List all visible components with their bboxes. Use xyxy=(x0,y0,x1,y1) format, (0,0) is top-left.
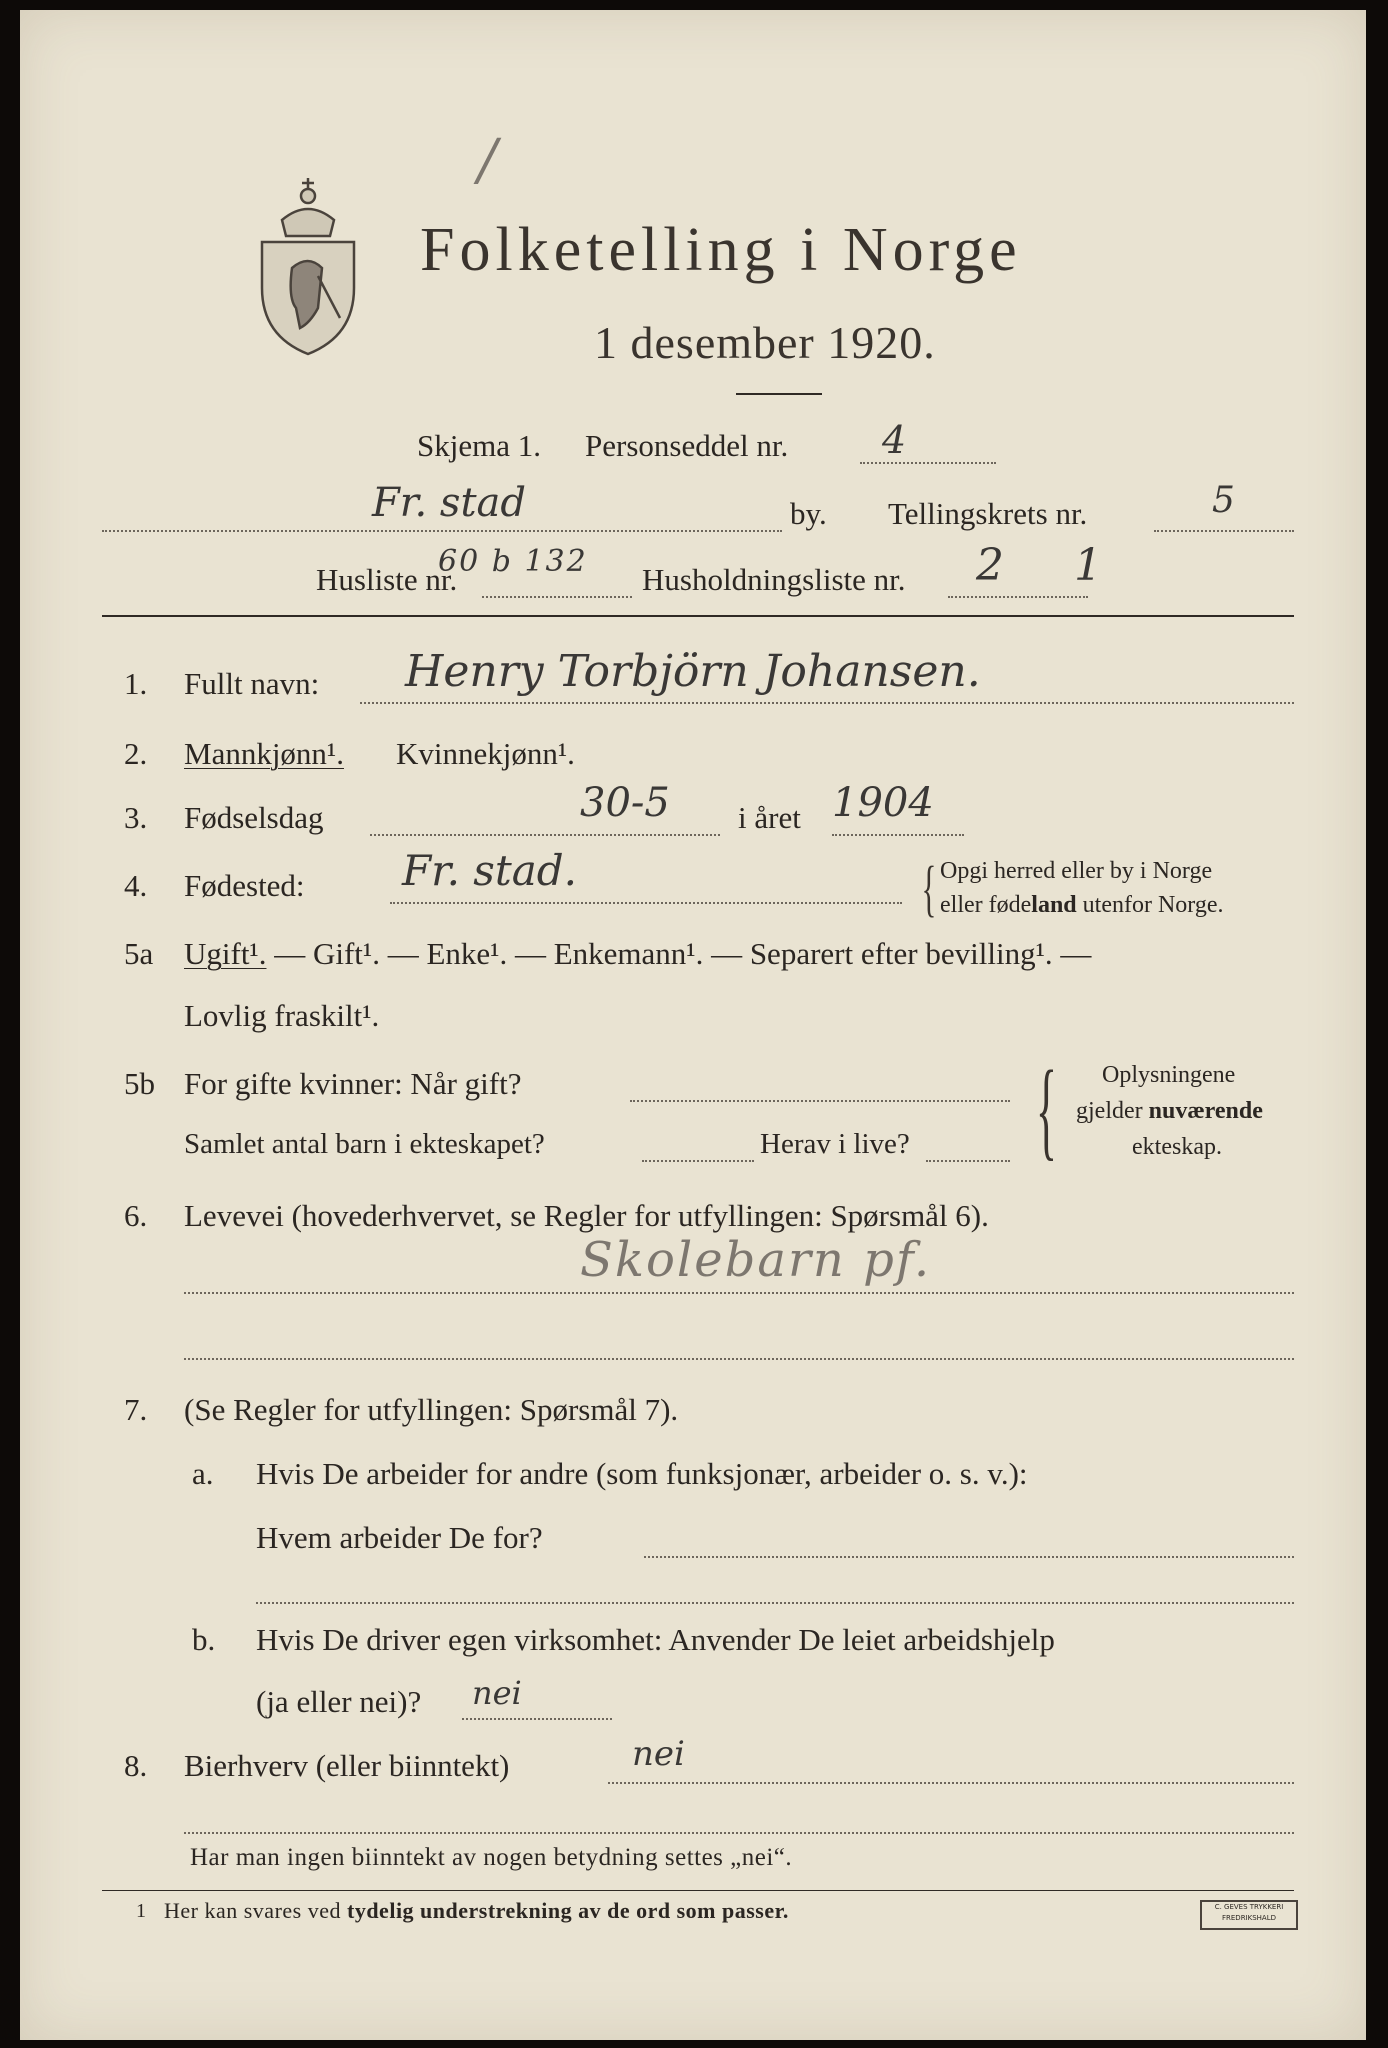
q7b-question: (ja eller nei)? xyxy=(256,1684,422,1719)
q4-note-2-bold: land xyxy=(1031,892,1077,918)
tellingskrets-value: 5 xyxy=(1212,480,1235,521)
skjema-label: Skjema 1. xyxy=(417,428,541,463)
tellingskrets-line xyxy=(1154,530,1294,532)
q4-label: Fødested: xyxy=(184,868,305,903)
q7b-letter: b. xyxy=(192,1622,216,1657)
q7a-line-1 xyxy=(644,1556,1294,1558)
tellingskrets-label: Tellingskrets nr. xyxy=(888,496,1088,531)
q5a-options: — Gift¹. — Enke¹. — Enkemann¹. — Separert efter bevilling¹. — xyxy=(266,936,1092,971)
q5b-line-3 xyxy=(926,1160,1010,1162)
q8-line-1 xyxy=(608,1782,1294,1784)
q1-label: Fullt navn: xyxy=(184,666,320,701)
q7a-letter: a. xyxy=(192,1456,214,1491)
q5b-note-1: Oplysningene xyxy=(1102,1062,1236,1088)
husliste-value: 60 b 132 xyxy=(438,544,588,579)
q1-line xyxy=(360,702,1294,704)
q3-year-line xyxy=(832,834,964,836)
husliste-label: Husliste nr. xyxy=(316,562,458,597)
q8-line-2 xyxy=(184,1832,1294,1834)
q7-label: (Se Regler for utfyllingen: Spørsmål 7). xyxy=(184,1392,679,1427)
q8-number: 8. xyxy=(124,1748,148,1783)
personseddel-label: Personseddel nr. xyxy=(585,428,789,463)
q1-value: Henry Torbjörn Johansen. xyxy=(405,646,981,697)
q3-aaret: i året xyxy=(738,800,801,835)
q8-label: Bierhverv (eller biinntekt) xyxy=(184,1748,510,1783)
q7b-text: Hvis De driver egen virksomhet: Anvender De leiet arbeidshjelp xyxy=(256,1622,1055,1657)
q5b-note-2-pre: gjelder xyxy=(1076,1098,1149,1124)
q4-brace: { xyxy=(921,855,937,923)
q5b-line-2 xyxy=(642,1160,754,1162)
footnote-pre: Her kan svares ved xyxy=(164,1898,347,1923)
q5b-brace: { xyxy=(1035,1048,1057,1170)
footnote-number: 1 xyxy=(136,1900,146,1922)
q7b-value: nei xyxy=(472,1674,522,1712)
printer-stamp: C. GEVES TRYKKERI FREDRIKSHALD xyxy=(1200,1900,1298,1930)
q5a-number: 5a xyxy=(124,936,154,971)
q4-number: 4. xyxy=(124,868,148,903)
q6-label: Levevei (hovederhvervet, se Regler for utfyllingen: Spørsmål 6). xyxy=(184,1198,989,1233)
q7a-question: Hvem arbeider De for? xyxy=(256,1520,543,1555)
husliste-line xyxy=(482,596,632,598)
husholdning-label: Husholdningsliste nr. xyxy=(642,562,906,597)
by-value: Fr. stad xyxy=(372,480,526,526)
q5b-note-3: ekteskap. xyxy=(1132,1134,1222,1160)
q5b-note-2-bold: nuværende xyxy=(1148,1098,1263,1124)
q2-mann: Mannkjønn¹. xyxy=(184,736,344,771)
footer-rule xyxy=(102,1890,1294,1891)
q5a-line2: Lovlig fraskilt¹. xyxy=(184,998,380,1033)
footer-note: Har man ingen biinntekt av nogen betydning settes „nei“. xyxy=(190,1844,793,1871)
header-rule xyxy=(102,615,1294,617)
form-title: Folketelling i Norge xyxy=(420,216,1022,284)
personseddel-line xyxy=(860,462,996,464)
q4-note-2-post: utenfor Norge. xyxy=(1076,892,1224,918)
q4-note-2-pre: eller føde xyxy=(940,892,1032,918)
q7-number: 7. xyxy=(124,1392,148,1427)
norway-coat-of-arms-icon xyxy=(252,158,364,363)
q3-year: 1904 xyxy=(832,780,934,826)
footnote-bold: tydelig understrekning av de ord som passer. xyxy=(347,1898,789,1923)
husholdning-line xyxy=(948,596,1088,598)
q6-number: 6. xyxy=(124,1198,148,1233)
q6-value: Skolebarn pf. xyxy=(580,1232,932,1288)
q3-day-line xyxy=(370,834,720,836)
q7a-line-2 xyxy=(256,1602,1294,1604)
pencil-mark: / xyxy=(478,128,497,193)
q5b-number: 5b xyxy=(124,1066,155,1101)
husholdning-value: 2 1 xyxy=(976,540,1130,591)
census-form xyxy=(20,10,1366,2040)
q6-line-2 xyxy=(184,1358,1294,1360)
q4-note-1: Opgi herred eller by i Norge xyxy=(940,858,1213,884)
q5b-label-2: Samlet antal barn i ekteskapet? xyxy=(184,1128,545,1160)
q7a-text: Hvis De arbeider for andre (som funksjonær, arbeider o. s. v.): xyxy=(256,1456,1028,1491)
personseddel-value: 4 xyxy=(882,418,907,462)
q6-line-1 xyxy=(184,1292,1294,1294)
q5b-label-1: For gifte kvinner: Når gift? xyxy=(184,1066,522,1101)
form-date: 1 desember 1920. xyxy=(594,317,936,368)
q4-line xyxy=(390,902,902,904)
q7b-line xyxy=(462,1718,612,1720)
q3-number: 3. xyxy=(124,800,148,835)
q5b-label-3: Herav i live? xyxy=(760,1128,910,1160)
q3-day: 30-5 xyxy=(580,780,670,826)
by-line xyxy=(102,530,782,532)
q2-number: 2. xyxy=(124,736,148,771)
q5b-line-1 xyxy=(630,1100,1010,1102)
q2-kvinne: Kvinnekjønn¹. xyxy=(396,736,575,771)
q3-label: Fødselsdag xyxy=(184,800,324,835)
title-divider xyxy=(736,393,822,395)
q1-number: 1. xyxy=(124,666,148,701)
q8-value: nei xyxy=(632,1734,685,1774)
by-label: by. xyxy=(790,496,827,531)
q4-value: Fr. stad. xyxy=(402,846,578,895)
q5a-ugift: Ugift¹. xyxy=(184,936,267,971)
